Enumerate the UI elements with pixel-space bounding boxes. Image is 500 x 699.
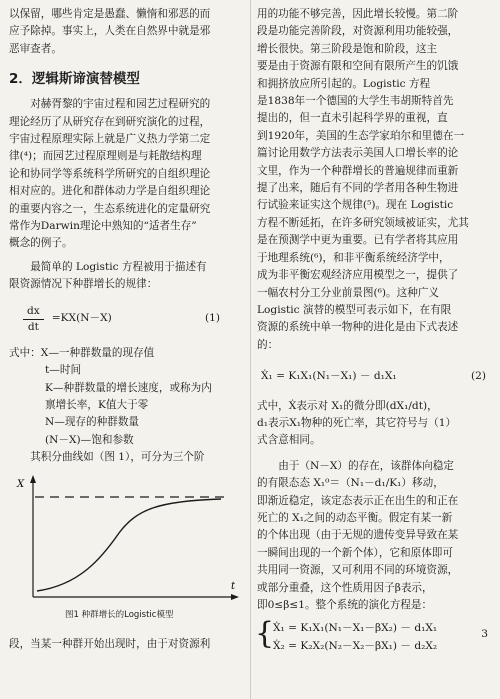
equation-system-3 <box>255 616 492 655</box>
body-line: 最简单的 Logistic 方程被用于描述有 <box>30 260 207 273</box>
body-line: 的： <box>257 338 279 351</box>
intro-line: 以保留，哪些肯定是愚蠢、懒惰和邪恶的而 <box>9 8 211 20</box>
definition-line: (N－X)—饱和参数 <box>45 433 134 446</box>
figure-caption: 图1 种群增长的Logistic模型 <box>65 609 174 620</box>
body-line: 限资源情况下种群增长的规律： <box>9 278 158 291</box>
body-line: 于地理系统(⁶)，和非平衡系统经济学中， <box>257 251 450 264</box>
left-column <box>9 6 244 653</box>
body-line: 概念的例子。 <box>9 237 73 250</box>
body-line: 的有限态态 X₁⁰＝（N₁－d₁/K₁）移动， <box>257 477 444 490</box>
logistic-curve <box>37 499 221 591</box>
definition-line: 式中：X—一种群数量的现存值 <box>9 346 155 359</box>
x-axis-label: t <box>231 580 236 592</box>
brace-symbol: { <box>255 616 275 652</box>
body-line: 资源的系统中单一物种的进化是由下式表述 <box>257 321 459 334</box>
body-line: 行试验来证实这个规律(⁵)。现在 Logistic <box>257 199 454 212</box>
column-divider <box>250 0 251 699</box>
body-line: 由于（N－X）的存在，该群体向稳定 <box>278 459 454 472</box>
equation-2 <box>257 368 492 385</box>
logistic-curve-plot <box>9 473 244 603</box>
body-line: 的重要内容之一，生态系统进化的定量研究 <box>9 202 211 215</box>
system-line: Ẋ₂ = K₂X₂(N₂－X₂－βX₁) － d₂X₂ <box>273 639 438 652</box>
body-line: 式含意相同。 <box>257 434 321 447</box>
right-column <box>257 6 492 661</box>
fraction-numerator: dx <box>23 304 44 320</box>
body-line: 段是功能完善阶段，对资源利用功能较强， <box>257 25 459 38</box>
body-line: 段，当某一种群开始出现时，由于对资源利 <box>9 637 211 650</box>
body-line: 文里，作为一个种群增长的普遍规律而重新 <box>257 164 459 177</box>
body-line: 一瞬间出现的一个新个体），它和原体即可 <box>257 546 453 559</box>
y-axis-label: X <box>17 478 25 490</box>
y-axis-arrow-icon <box>30 475 36 483</box>
body-line: 即0≤β≤1。整个系统的演化方程是： <box>257 599 433 611</box>
body-line: 增长很快。第三阶段是饱和阶段，这主 <box>257 42 438 55</box>
equation-number: (2) <box>470 370 486 383</box>
body-line: Logistic 演替的模型可表示如下，在有限 <box>257 303 452 316</box>
intro-line: 恶审查者。 <box>9 42 62 55</box>
body-line: 是1838年一个德国的大学生韦胡斯特首先 <box>257 95 454 108</box>
body-line: 宇宙过程原理实际上就是广义热力学第二定 <box>9 133 211 146</box>
body-line: 方程不断延拓，在许多研究领域被证实，尤其 <box>257 216 469 229</box>
body-line: 要是由于资源有限和空间有限所产生的饥饿 <box>257 60 459 73</box>
equation-number: (1) <box>204 312 220 325</box>
fraction-denominator: dt <box>27 320 39 333</box>
body-line: 或部分重叠，这个性质用因子β表示， <box>257 581 433 594</box>
body-line: 对赫胥黎的宇宙过程和园艺过程研究的 <box>30 98 211 111</box>
body-line: 其积分曲线如（图 1），可分为三个阶 <box>30 451 205 464</box>
body-line: 提出的，但一直未引起科学界的重视，直 <box>257 112 448 125</box>
equation-number: 3 <box>481 628 488 641</box>
definition-line: t—时间 <box>45 364 82 377</box>
body-line: 到1920年，美国的生态学家珀尔和里德在一 <box>257 129 465 142</box>
body-line: 相对应的。进化和群体动力学是自组织理论 <box>9 185 211 198</box>
x-axis-arrow-icon <box>231 594 239 600</box>
body-line: 提了出来，随后有不同的学者用各种生物进 <box>257 182 459 195</box>
intro-line: 应予除掉。事实上，人类在自然界中就是邪 <box>9 25 211 38</box>
body-line: 论和协同学等系统科学所研究的自组织理论 <box>9 167 211 180</box>
equation-1 <box>9 304 244 335</box>
logistic-figure <box>9 473 244 603</box>
body-line: 死亡的 X₁之间的动态平衡。假定有某一新 <box>257 511 453 524</box>
body-line: 是在预测学中更为重要。已有学者将其应用 <box>257 234 459 247</box>
system-line: Ẋ₁ = K₁X₁(N₁－X₁－βX₂) － d₁X₁ <box>273 622 438 635</box>
definition-line: N—现存的种群数量 <box>45 416 140 429</box>
section-heading: 2．逻辑斯谛演替模型 <box>9 71 140 88</box>
definition-line: 禀增长率，K值大于零 <box>45 398 149 411</box>
body-line: 用的功能不够完善，因此增长较慢。第二阶 <box>257 8 459 20</box>
body-line: 的个体出现（由于无规的遗传变异导致在某 <box>257 529 459 542</box>
body-line: 和拥挤放应所引起的。Logistic 方程 <box>257 77 431 90</box>
equation-rhs: =KX(N－X) <box>51 312 112 325</box>
body-line: d₁表示X₁物种的死亡率，其它符号与（1） <box>257 416 457 429</box>
body-line: 篇讨论用数学方法表示美国人口增长率的论 <box>257 147 459 160</box>
equation-expression: Ẋ₁ = K₁X₁(N₁－X₁) － d₁X₁ <box>261 370 397 383</box>
definition-line: K—种群数量的增长速度，或称为内 <box>45 381 212 394</box>
body-line: 律(⁴)；而园艺过程原理则是与耗散结构理 <box>9 150 202 163</box>
body-line: 理论经历了从研究存在到研究演化的过程， <box>9 115 211 128</box>
body-line: 成为非平衡宏观经济应用模型之一，提供了 <box>257 269 459 282</box>
body-line: 即渐近稳定，该定态表示正在出生的和正在 <box>257 494 459 507</box>
derivative-fraction <box>23 304 44 335</box>
body-line: 常作为Darwin理论中熟知的“适者生存” <box>9 220 197 233</box>
body-line: 共用同一资源，又可利用不同的环境资源， <box>257 564 459 577</box>
body-line: 一幅农村分工分业前景图(⁶)。这种广义 <box>257 286 440 299</box>
body-line: 式中，Ẋ表示对 X₁的微分即(dX₁/dt)， <box>257 399 438 412</box>
